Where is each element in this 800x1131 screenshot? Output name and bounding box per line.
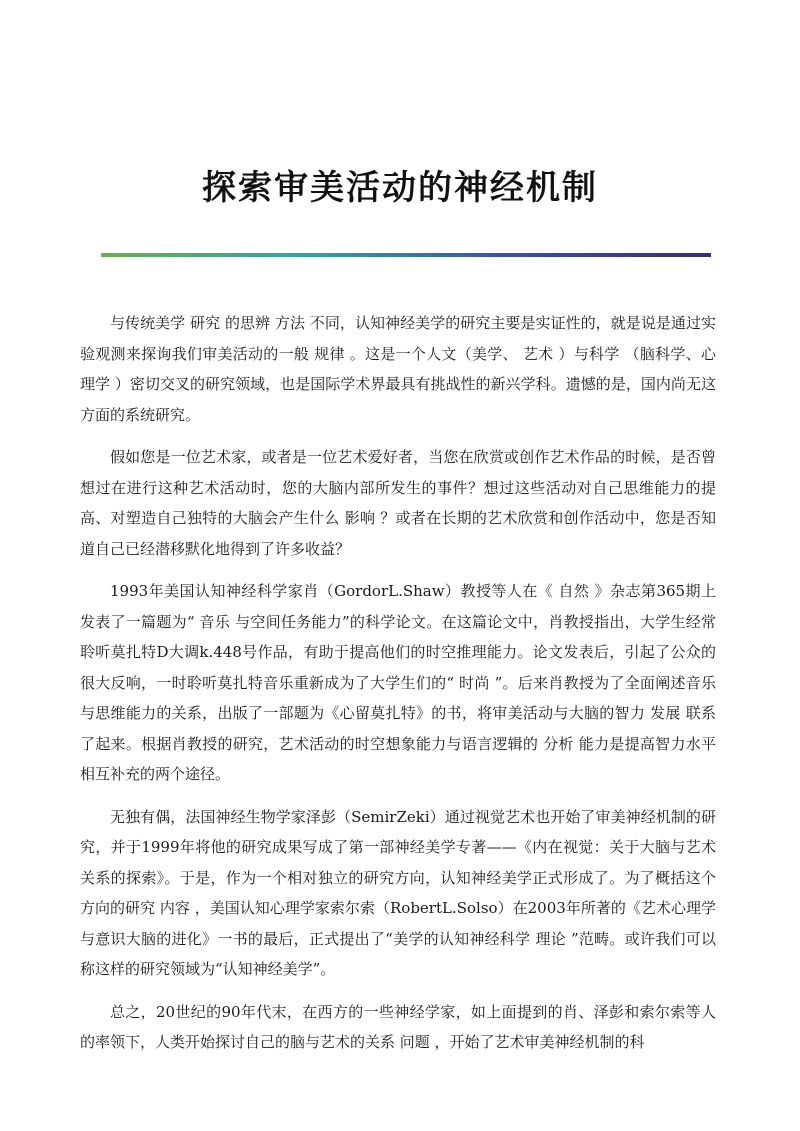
- paragraph-4: 无独有偶，法国神经生物学家泽彭（SemirZeki）通过视觉艺术也开始了审美神经机制的研究，并于1999年将他的研究成果写成了第一部神经美学专著——《内在视觉：关于大脑与艺术关系的探索》。于是，作为一个相对独立的研究方向，认知神经美学正式形成了。为了概括这个方向的研究 内容 ，美国认知心理学家索尔索（RobertL.Solso）在2003年所著的《艺术心理学与意识大脑的进化》一书的最后，正式提出了“美学的认知神经科学 理论 ”范畴。或许我们可以称这样的研究领域为“认知神经美学”。: [80, 807, 716, 978]
- document-body: [80, 308, 716, 1070]
- paragraph-3: 1993年美国认知神经科学家肖（GordorL.Shaw）教授等人在《 自然 》杂志第365期上发表了一篇题为“ 音乐 与空间任务能力”的科学论文。在这篇论文中，肖教授指出，大学生经常聆听莫扎特D大调k.448号作品，有助于提高他们的时空推理能力。论文发表后，引起了公众的很大反响，一时聆听莫扎特音乐重新成为了大学生们的“ 时尚 ”。后来肖教授为了全面阐述音乐与思维能力的关系，出版了一部题为《心留莫扎特》的书，将审美活动与大脑的智力 发展 联系了起来。根据肖教授的研究，艺术活动的时空想象能力与语言逻辑的 分析 能力是提高智力水平相互补充的两个途径。: [80, 582, 716, 783]
- paragraph-1: 与传统美学 研究 的思辨 方法 不同，认知神经美学的研究主要是实证性的，就是说是通过实验观测来探询我们审美活动的一般 规律 。这是一个人文（美学、 艺术 ）与科学 （脑科学、心 理学 ）密切交叉的研究领域，也是国际学术界最具有挑战性的新兴学科。遗憾的是，国内尚无这方面的系统研究。: [80, 314, 716, 424]
- title-divider: [101, 253, 711, 257]
- paragraph-2: 假如您是一位艺术家，或者是一位艺术爱好者，当您在欣赏或创作艺术作品的时候，是否曾想过在进行这种艺术活动时，您的大脑内部所发生的事件？想过这些活动对自己思维能力的提高、对塑造自己独特的大脑会产生什么 影响 ？或者在长期的艺术欣赏和创作活动中，您是否知道自己已经潜移默化地得到了许多收益？: [80, 448, 716, 558]
- paragraph-5: 总之，20世纪的90年代末，在西方的一些神经学家，如上面提到的肖、泽彭和索尔索等人的率领下，人类开始探讨自己的脑与艺术的关系 问题 ，开始了艺术审美神经机制的科: [80, 1002, 716, 1051]
- document-title: 探索审美活动的神经机制: [202, 168, 598, 208]
